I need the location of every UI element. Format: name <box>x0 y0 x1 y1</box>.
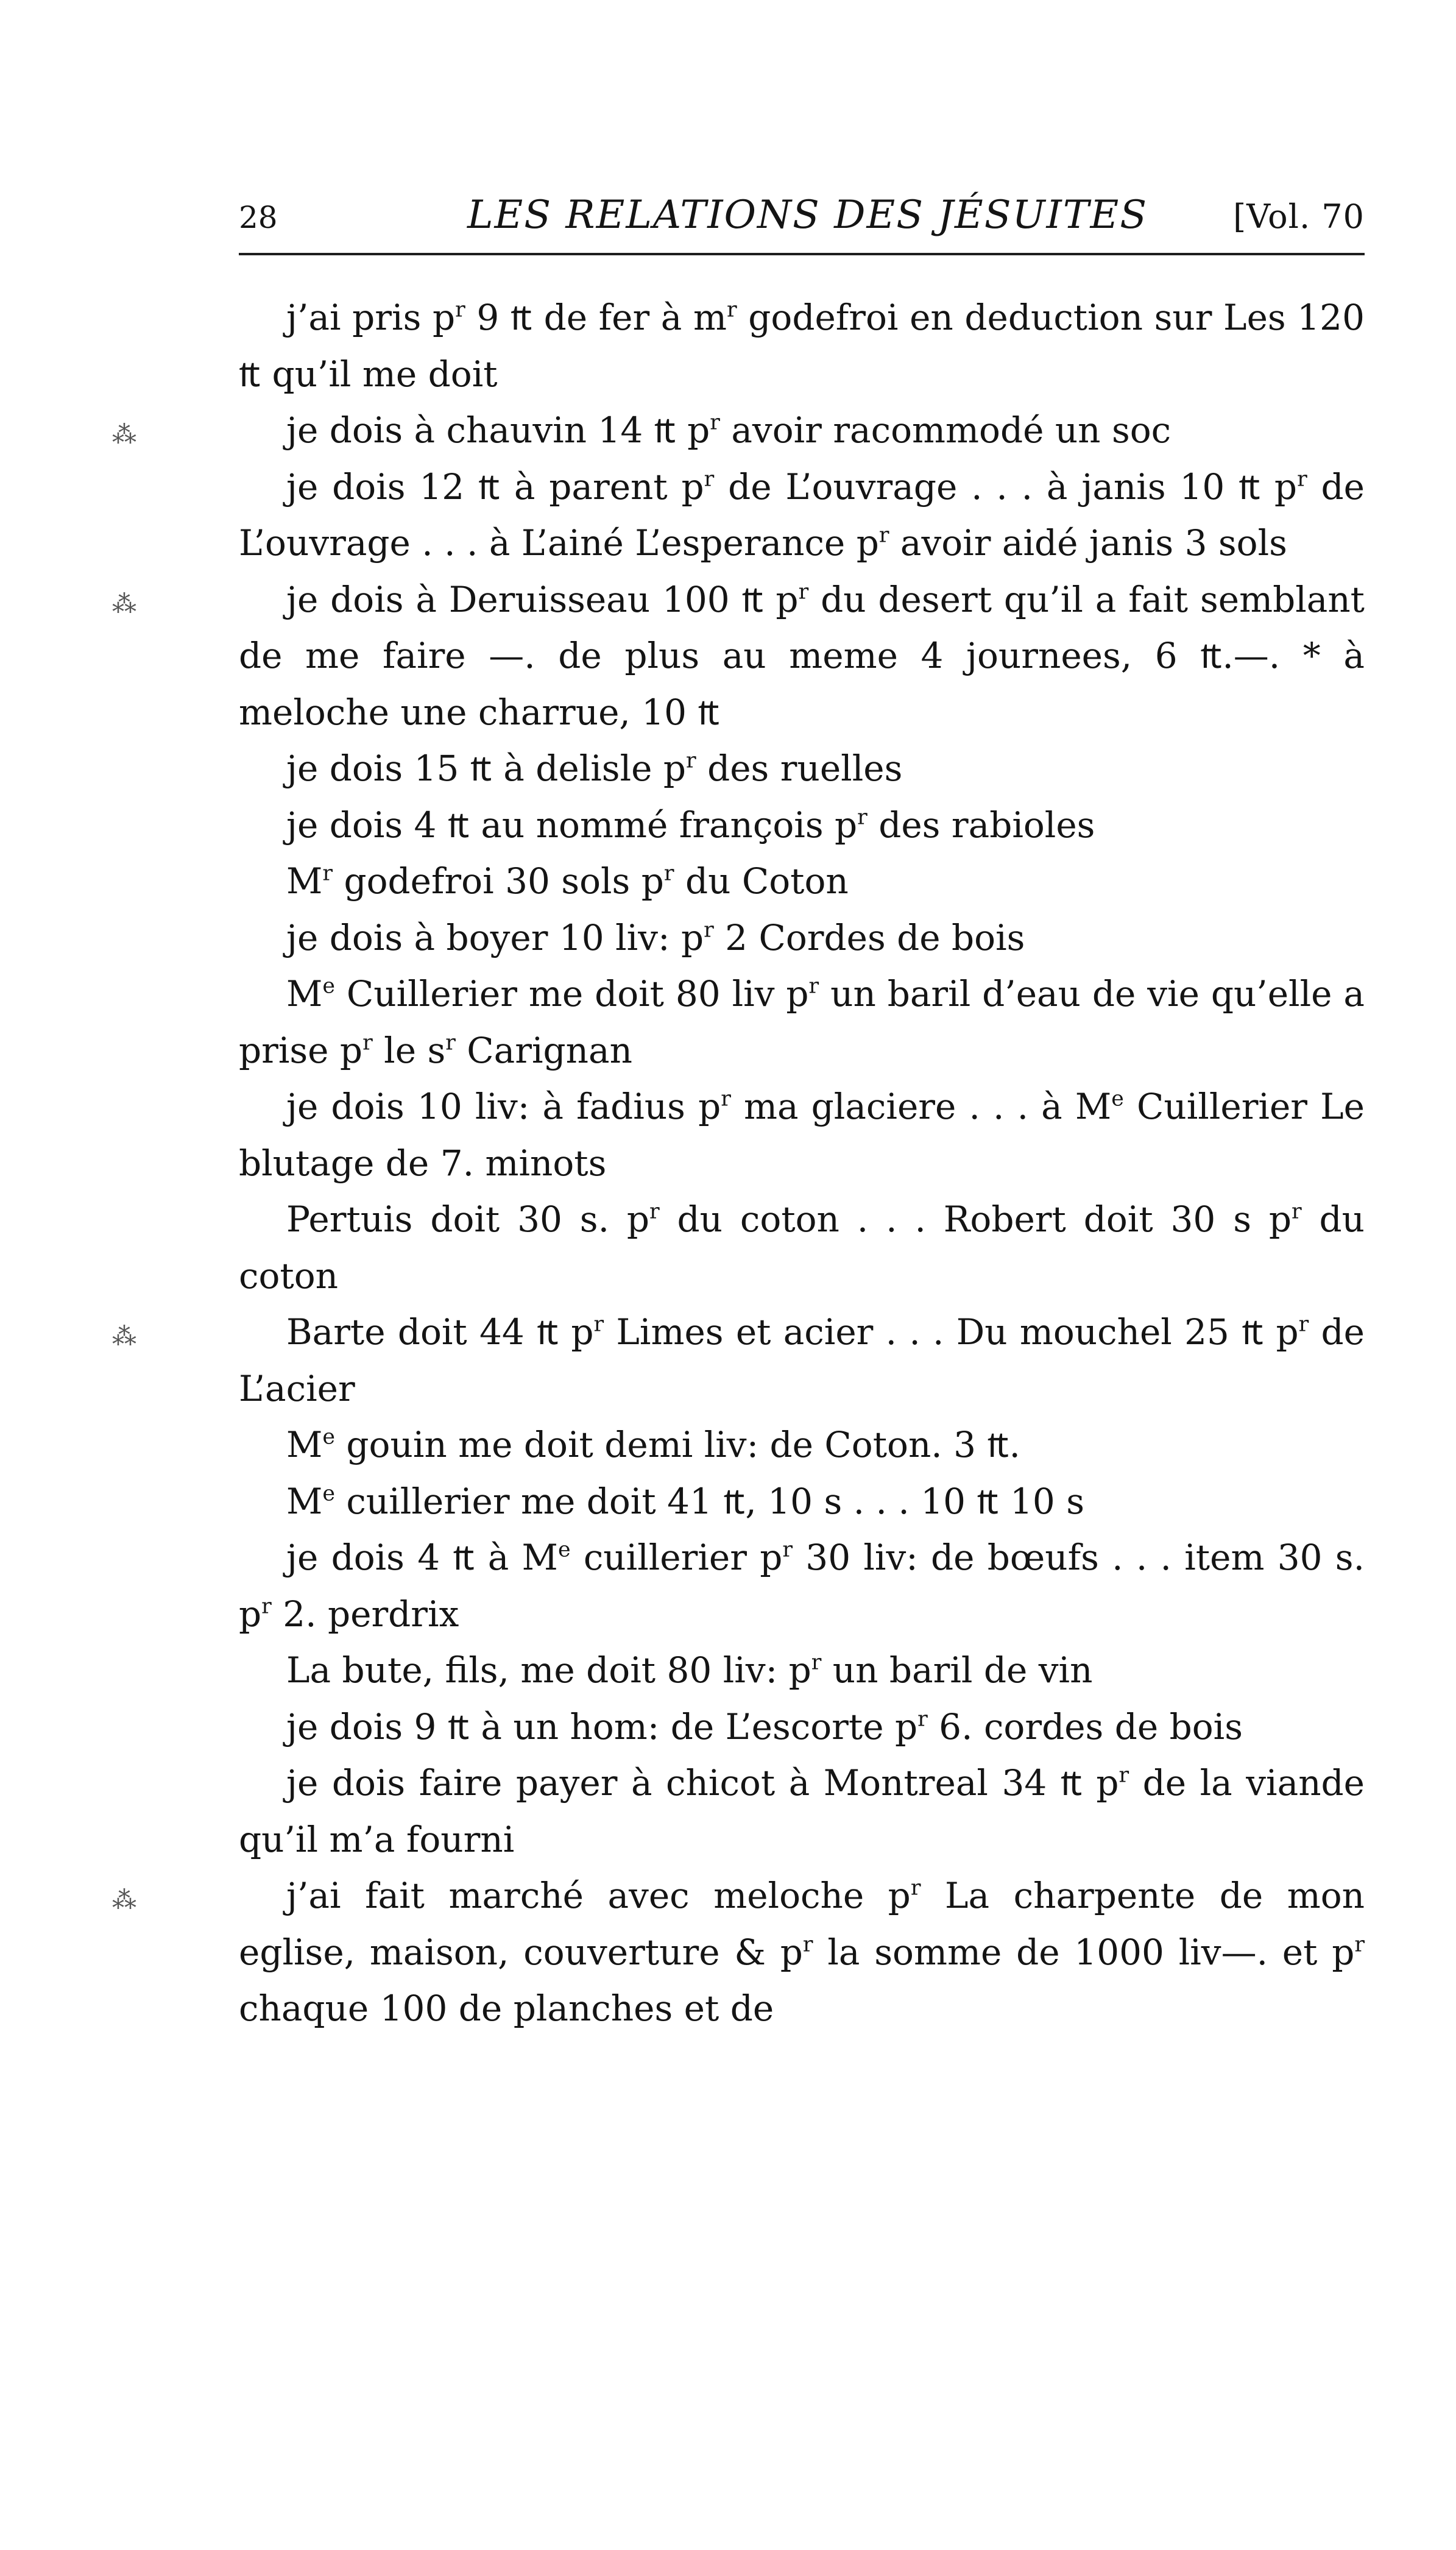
ledger-entry-text: $M^r$ godefroi 30 sols $p^r$ du Coton <box>286 860 849 902</box>
ledger-entry <box>239 797 1365 854</box>
ledger-entry-text: je dois 12 ₶ à parent $p^r$ de L’ouvrage . . . à janis 10 ₶ $p^r$ de L’ouvrage . . . à L’ainé L’esperance $p^r$ avoir aidé janis 3 sols <box>239 466 1365 564</box>
volume-label: [Vol. 70 <box>1233 197 1365 236</box>
ledger-entry <box>112 1304 1365 1417</box>
ledger-entry <box>112 1868 1365 2037</box>
ledger-entry-text: j’ai pris $p^r$ 9 ₶ de fer à $m^r$ godefroi en deduction sur Les 120 ₶ qu’il me doit <box>239 297 1365 395</box>
ledger-entry <box>239 289 1365 402</box>
ledger-entry <box>239 459 1365 572</box>
page-number: 28 <box>239 200 278 235</box>
ledger-entry <box>239 910 1365 966</box>
ledger-entry <box>239 966 1365 1078</box>
ledger-entry-text: Me gouin me doit demi liv: de Coton. 3 ₶. <box>286 1424 1020 1465</box>
ledger-entry <box>239 740 1365 797</box>
ledger-entry-text: je dois à boyer 10 liv: $p^r$ 2 Cordes de bois <box>286 916 1025 958</box>
margin-asterism-icon: ⁂ <box>112 590 136 618</box>
header-rule <box>239 253 1365 255</box>
body-text <box>112 289 1365 2037</box>
ledger-entry-text: Barte doit 44 ₶ $p^r$ Limes et acier . . . Du mouchel 25 ₶ $p^r$ de L’acier <box>239 1311 1365 1409</box>
ledger-entry-text: je dois 10 liv: à fadius $p^r$ ma glaciere . . . à Me Cuillerier Le blutage de 7. minots <box>239 1086 1365 1184</box>
ledger-entry-text: Pertuis doit 30 s. $p^r$ du coton . . . Robert doit 30 s $p^r$ du coton <box>239 1199 1365 1297</box>
ledger-entry <box>239 1417 1365 1473</box>
margin-asterism-icon: ⁂ <box>112 1323 136 1351</box>
margin-asterism-icon: ⁂ <box>112 421 136 449</box>
ledger-entry-text: La bute, fils, me doit 80 liv: $p^r$ un baril de vin <box>286 1649 1093 1691</box>
running-title: LES RELATIONS DES JÉSUITES <box>467 193 1148 238</box>
ledger-entry <box>239 1191 1365 1304</box>
margin-asterism-icon: ⁂ <box>112 1886 136 1914</box>
ledger-entry <box>112 402 1365 459</box>
ledger-entry-text: je dois 15 ₶ à delisle $p^r$ des ruelles <box>286 748 903 789</box>
ledger-entry <box>239 1755 1365 1868</box>
ledger-entry <box>239 1642 1365 1699</box>
ledger-entry-text: j’ai fait marché avec meloche $p^r$ La charpente de mon eglise, maison, couverture & $p^r$ la somme de 1000 liv—. et $p^r$ chaque 100 de planches et de <box>239 1875 1365 2029</box>
ledger-entry <box>239 1529 1365 1642</box>
ledger-entry-text: je dois faire payer à chicot à Montreal 34 ₶ $p^r$ de la viande qu’il m’a fourni <box>239 1762 1365 1860</box>
ledger-entry-text: Me cuillerier me doit 41 ₶, 10 s . . . 10 ₶ 10 s <box>286 1480 1084 1522</box>
ledger-entry <box>112 572 1365 741</box>
ledger-entry-text: je dois 9 ₶ à un hom: de L’escorte $p^r$ 6. cordes de bois <box>286 1705 1243 1748</box>
ledger-entry <box>239 1078 1365 1191</box>
ledger-entry-text: je dois à Deruisseau 100 ₶ $p^r$ du desert qu’il a fait semblant de me faire —. de plus au meme 4 journees, 6 ₶.—. * à meloche une charrue, 10 ₶ <box>239 578 1365 733</box>
ledger-entry-text: je dois à chauvin 14 ₶ $p^r$ avoir racommodé un soc <box>286 409 1172 451</box>
ledger-entry <box>239 853 1365 910</box>
page-header <box>239 190 1365 249</box>
ledger-entry-text: je dois 4 ₶ à Me cuillerier $p^r$ 30 liv: de bœufs . . . item 30 s. $p^r$ 2. perdrix <box>239 1537 1365 1635</box>
ledger-entry-text: Me Cuillerier me doit 80 liv $p^r$ un baril d’eau de vie qu’elle a prise $p^r$ le $s^r$ Carignan <box>239 973 1365 1071</box>
ledger-entry <box>239 1473 1365 1530</box>
ledger-entry-text: je dois 4 ₶ au nommé françois $p^r$ des rabioles <box>286 804 1095 846</box>
ledger-entry <box>239 1699 1365 1755</box>
